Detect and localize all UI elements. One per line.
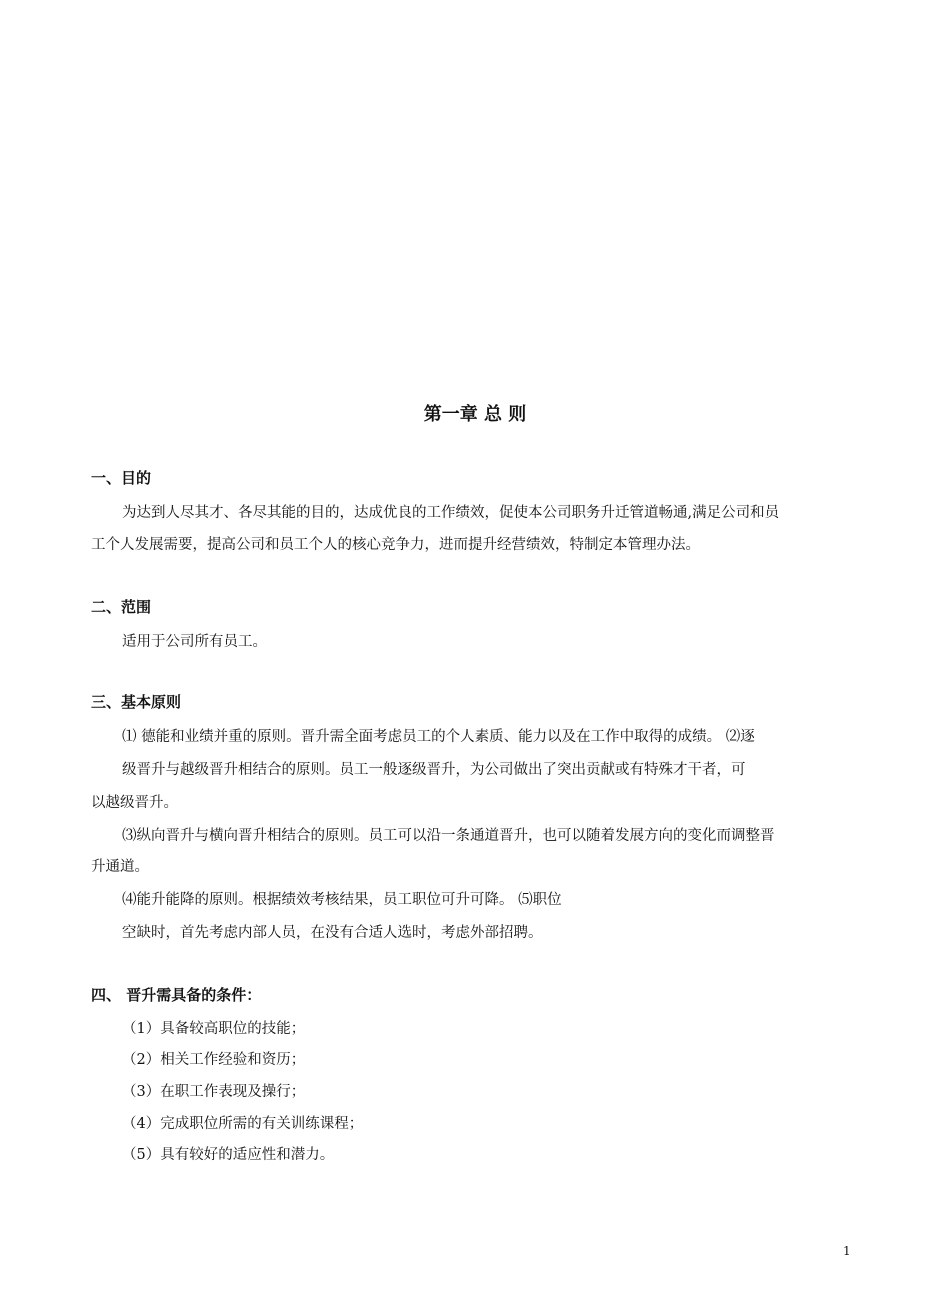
paragraph-line: 以越级晋升。 bbox=[91, 795, 178, 811]
list-item: （2）相关工作经验和资历； bbox=[122, 1052, 306, 1068]
list-item: （3）在职工作表现及操行； bbox=[122, 1084, 306, 1100]
paragraph-line: 适用于公司所有员工。 bbox=[122, 634, 267, 650]
chapter-title: 第一章 总 则 bbox=[423, 404, 527, 425]
paragraph-line: ⑶纵向晋升与横向晋升相结合的原则。员工可以沿一条通道晋升，也可以随着发展方向的变化而调整晋 bbox=[122, 828, 775, 844]
paragraph-line: 级晋升与越级晋升相结合的原则。员工一般逐级晋升，为公司做出了突出贡献或有特殊才干者，可 bbox=[122, 762, 746, 778]
page-number: 1 bbox=[843, 1244, 851, 1258]
paragraph-line: 工个人发展需要，提高公司和员工个人的核心竞争力，进而提升经营绩效，特制定本管理办法。 bbox=[91, 537, 700, 553]
section-heading-principles: 三、基本原则 bbox=[91, 693, 182, 711]
list-item: （1）具备较高职位的技能； bbox=[122, 1021, 306, 1037]
list-item: （4）完成职位所需的有关训练课程； bbox=[122, 1116, 364, 1132]
section-heading-scope: 二、范围 bbox=[91, 598, 152, 616]
paragraph-line: 为达到人尽其才、各尽其能的目的，达成优良的工作绩效，促使本公司职务升迁管道畅通,满足公司和员 bbox=[122, 505, 780, 521]
paragraph-line: ⑷能升能降的原则。根据绩效考核结果，员工职位可升可降。 ⑸职位 bbox=[122, 892, 562, 908]
paragraph-line: ⑴ 德能和业绩并重的原则。晋升需全面考虑员工的个人素质、能力以及在工作中取得的成绩。 ⑵逐 bbox=[122, 729, 755, 745]
paragraph-line: 升通道。 bbox=[91, 859, 149, 875]
section-heading-purpose: 一、目的 bbox=[91, 469, 152, 487]
list-item: （5）具有较好的适应性和潜力。 bbox=[122, 1147, 335, 1163]
section-heading-conditions: 四、 晋升需具备的条件： bbox=[91, 986, 262, 1004]
paragraph-line: 空缺时，首先考虑内部人员，在没有合适人选时，考虑外部招聘。 bbox=[122, 925, 543, 941]
